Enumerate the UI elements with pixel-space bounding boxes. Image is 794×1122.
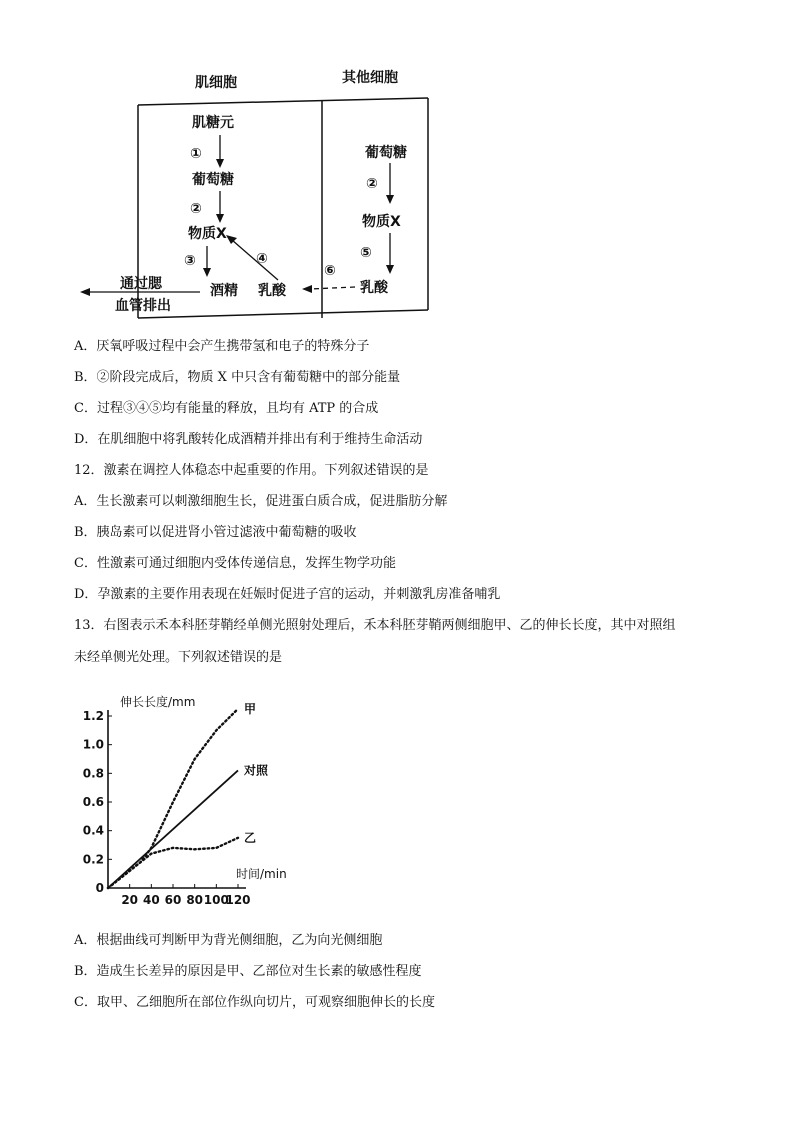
label-step-3: ③ [184, 253, 196, 269]
series-line-甲 [108, 709, 238, 888]
q13-stem-line2: 未经单侧光处理。下列叙述错误的是 [74, 650, 283, 665]
q13-option-b: B．造成生长差异的原因是甲、乙部位对生长素的敏感性程度 [74, 964, 422, 979]
label-step-1: ① [190, 146, 202, 162]
y-tick-label: 0.6 [82, 795, 104, 809]
label-lactic-acid: 乳酸 [258, 283, 286, 299]
elongation-chart [80, 688, 300, 918]
x-tick-label: 100 [203, 893, 229, 907]
label-other-lactic-acid: 乳酸 [360, 280, 388, 296]
y-tick-label: 0.4 [82, 823, 104, 838]
diagram-top-border [138, 98, 428, 105]
x-tick-label: 60 [164, 893, 182, 907]
header-other-cell: 其他细胞 [342, 70, 398, 86]
label-other-substance-x: 物质X [362, 214, 401, 230]
arrowhead [216, 214, 224, 223]
label-step-4: ④ [256, 251, 268, 267]
label-step-2: ② [190, 201, 202, 217]
label-glycogen: 肌糖元 [192, 115, 234, 131]
arrow-dashed-transport [310, 287, 355, 289]
label-glucose: 葡萄糖 [192, 172, 234, 188]
y-tick-label: 0 [95, 881, 104, 895]
arrowhead [386, 265, 394, 274]
header-muscle-cell: 肌细胞 [195, 75, 237, 91]
q12-option-c: C．性激素可通过细胞内受体传递信息，发挥生物学功能 [74, 556, 396, 571]
chart-xlabel: 时间/min [236, 867, 287, 881]
arrowhead [80, 288, 90, 296]
y-tick-label: 1.2 [82, 709, 104, 723]
label-other-step-2: ② [366, 176, 378, 192]
x-tick-label: 20 [121, 893, 139, 907]
respiration-diagram [60, 60, 440, 330]
series-line-乙 [108, 838, 238, 888]
q12-option-b: B．胰岛素可以促进肾小管过滤液中葡萄糖的吸收 [74, 525, 357, 540]
x-tick-label: 40 [142, 893, 160, 907]
q11-option-b: B．②阶段完成后，物质 X 中只含有葡萄糖中的部分能量 [74, 370, 401, 385]
x-tick-label: 80 [186, 893, 204, 907]
q12-option-a: A．生长激素可以刺激细胞生长，促进蛋白质合成，促进脂肪分解 [74, 494, 448, 509]
label-other-glucose: 葡萄糖 [365, 145, 407, 161]
label-alcohol: 酒精 [210, 283, 238, 299]
label-excrete-line2: 血管排出 [115, 298, 171, 314]
diagram-bottom-border [138, 310, 428, 318]
series-label-甲: 甲 [244, 701, 257, 716]
q11-option-a: A．厌氧呼吸过程中会产生携带氢和电子的特殊分子 [74, 339, 370, 354]
q12-stem: 12．激素在调控人体稳态中起重要的作用。下列叙述错误的是 [74, 463, 429, 478]
chart-ylabel: 伸长长度/mm [120, 695, 196, 709]
q11-option-c: C．过程③④⑤均有能量的释放，且均有 ATP 的合成 [74, 401, 379, 416]
series-label-对照: 对照 [244, 763, 269, 778]
label-other-step-5: ⑤ [360, 245, 372, 261]
label-substance-x: 物质X [188, 226, 227, 242]
q12-option-d: D．孕激素的主要作用表现在妊娠时促进子宫的运动，并刺激乳房准备哺乳 [74, 587, 501, 602]
q13-option-c: C．取甲、乙细胞所在部位作纵向切片，可观察细胞伸长的长度 [74, 995, 435, 1010]
y-tick-label: 1.0 [82, 737, 104, 752]
q13-option-a: A．根据曲线可判断甲为背光侧细胞，乙为向光侧细胞 [74, 933, 383, 948]
y-tick-label: 0.8 [82, 766, 104, 781]
q13-stem-line1: 13．右图表示禾本科胚芽鞘经单侧光照射处理后，禾本科胚芽鞘两侧细胞甲、乙的伸长长度，其中对照组 [74, 618, 676, 633]
arrowhead [216, 159, 224, 168]
y-tick-label: 0.2 [82, 852, 104, 867]
q11-option-d: D．在肌细胞中将乳酸转化成酒精并排出有利于维持生命活动 [74, 432, 423, 447]
label-other-step-6: ⑥ [324, 263, 336, 279]
series-line-对照 [108, 770, 238, 888]
label-excrete-line1: 通过腮 [120, 276, 162, 292]
arrowhead [203, 268, 211, 277]
arrowhead [302, 285, 312, 293]
arrowhead [386, 195, 394, 204]
arrow-lactic-to-x [232, 240, 278, 280]
x-tick-label: 120 [225, 893, 251, 907]
series-label-乙: 乙 [244, 830, 257, 845]
